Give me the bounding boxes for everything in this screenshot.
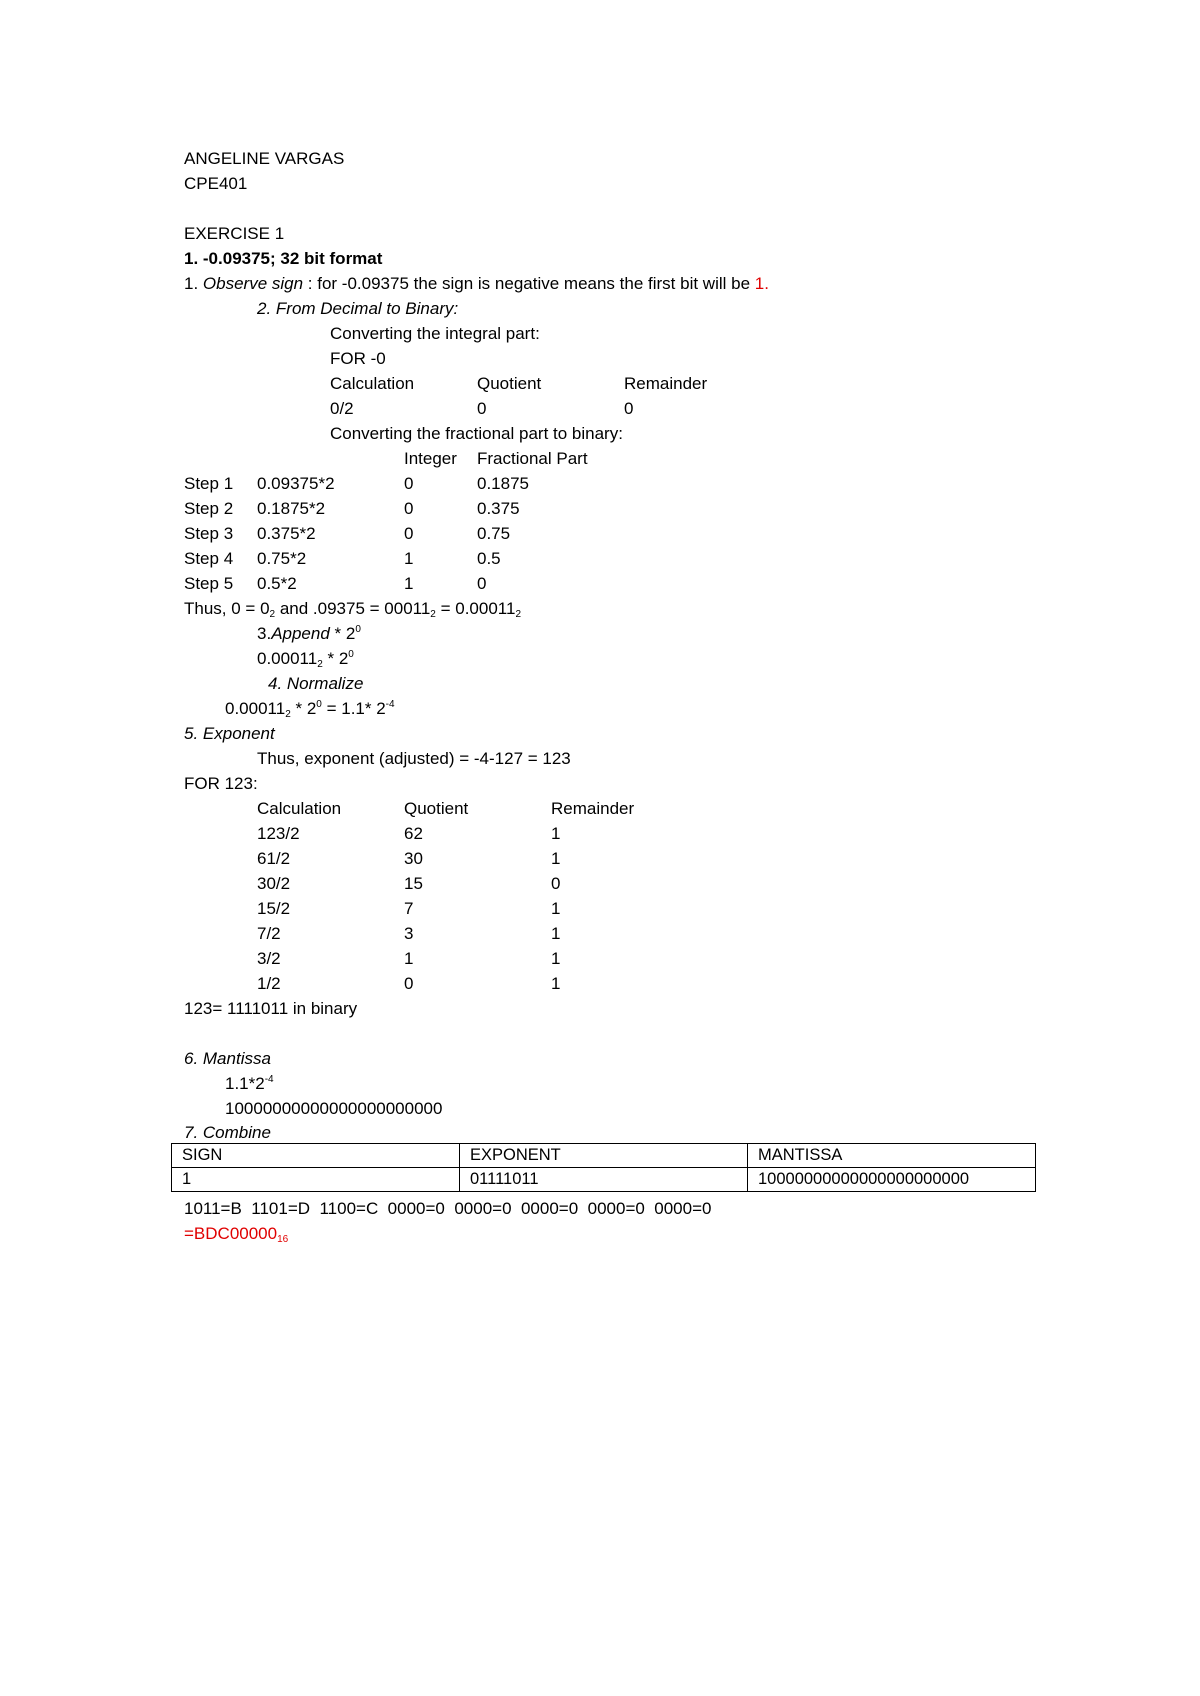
frac-step-calc: 0.375*2 — [257, 524, 316, 543]
int-row-quotient: 0 — [477, 399, 487, 418]
mantissa-value: 1.1*2 — [225, 1074, 265, 1093]
frac-header-fraction: Fractional Part — [477, 449, 588, 468]
power-superscript: -4 — [264, 1074, 274, 1085]
frac-step-integer: 1 — [404, 574, 414, 593]
step4-label: 4. Normalize — [268, 674, 364, 693]
header-mantissa: MANTISSA — [748, 1144, 1036, 1168]
frac-step-label: Step 3 — [184, 524, 234, 543]
step3-expression — [257, 648, 354, 670]
nibble-conversion: 1011=B 1101=D 1100=C 0000=0 0000=0 0000=0 0000=0 0000=0 — [184, 1199, 712, 1218]
exp-row-remainder: 1 — [551, 924, 561, 943]
problem-statement: 1. -0.09375; 32 bit format — [184, 249, 383, 268]
exp-header-calculation: Calculation — [257, 799, 342, 818]
integral-heading: Converting the integral part: — [330, 324, 540, 343]
exp-row-remainder: 1 — [551, 849, 561, 868]
int-row-calc: 0/2 — [330, 399, 354, 418]
exp-row-calc: 3/2 — [257, 949, 281, 968]
step4-value: 0.00011 — [225, 699, 286, 718]
base-subscript: 16 — [277, 1234, 289, 1245]
power-superscript: 0 — [355, 624, 361, 635]
header-sign: SIGN — [172, 1144, 460, 1168]
frac-step-integer: 0 — [404, 499, 414, 518]
step5-label: 5. Exponent — [184, 724, 275, 743]
exp-row-quotient: 62 — [404, 824, 423, 843]
thus-combined: = 0.00011 — [435, 599, 516, 618]
for-zero-label: FOR -0 — [330, 349, 386, 368]
frac-step-label: Step 5 — [184, 574, 234, 593]
exp-header-remainder: Remainder — [551, 799, 635, 818]
frac-step-integer: 1 — [404, 549, 414, 568]
exponent-adjusted: Thus, exponent (adjusted) = -4-127 = 123 — [257, 749, 571, 768]
exponent-binary-result: 123= 1111011 in binary — [184, 999, 358, 1018]
frac-step-calc: 0.75*2 — [257, 549, 307, 568]
frac-step-calc: 0.5*2 — [257, 574, 297, 593]
exp-row-remainder: 1 — [551, 974, 561, 993]
table-row — [172, 1168, 1036, 1192]
step1-text: : for -0.09375 the sign is negative means the first bit will be — [303, 274, 755, 293]
exp-row-calc: 30/2 — [257, 874, 291, 893]
author-name: ANGELINE VARGAS — [184, 149, 345, 168]
power-superscript: 0 — [316, 699, 322, 710]
exp-row-calc: 1/2 — [257, 974, 281, 993]
frac-header-integer: Integer — [404, 449, 457, 468]
mantissa-bits: 10000000000000000000000 — [225, 1099, 443, 1118]
step1-label: Observe sign — [202, 274, 304, 293]
base-subscript: 2 — [515, 609, 521, 620]
for-123-label: FOR 123: — [184, 774, 258, 793]
base-subscript: 2 — [269, 609, 276, 620]
exp-row-calc: 61/2 — [257, 849, 291, 868]
binary-result-line — [184, 598, 521, 620]
header-exponent: EXPONENT — [460, 1144, 748, 1168]
step4-expression — [225, 698, 395, 720]
exp-row-quotient: 15 — [404, 874, 423, 893]
frac-step-fraction: 0.375 — [477, 499, 520, 518]
value-exponent: 01111011 — [460, 1168, 748, 1192]
exp-row-quotient: 7 — [404, 899, 414, 918]
power-superscript: 0 — [348, 649, 354, 660]
step7-label: 7. Combine — [184, 1123, 271, 1142]
exp-header-quotient: Quotient — [404, 799, 469, 818]
int-row-remainder: 0 — [624, 399, 634, 418]
frac-step-label: Step 2 — [184, 499, 234, 518]
base-subscript: 2 — [317, 659, 323, 670]
value-sign: 1 — [172, 1168, 460, 1192]
step3-number: 3. — [257, 624, 272, 643]
step2-label: 2. From Decimal to Binary: — [257, 299, 459, 318]
step1-line — [184, 273, 769, 295]
hex-value: =BDC00000 — [184, 1224, 278, 1243]
ieee754-table — [171, 1143, 1036, 1192]
step3-word: Append — [271, 624, 330, 643]
sign-bit: 1. — [754, 274, 769, 293]
frac-step-fraction: 0 — [477, 574, 487, 593]
step1-number: 1. — [184, 274, 203, 293]
table-header-row — [172, 1144, 1036, 1168]
frac-step-calc: 0.1875*2 — [257, 499, 326, 518]
int-header-quotient: Quotient — [477, 374, 542, 393]
course-code: CPE401 — [184, 174, 248, 193]
frac-step-fraction: 0.1875 — [477, 474, 529, 493]
value-mantissa: 10000000000000000000000 — [748, 1168, 1036, 1192]
exp-row-calc: 7/2 — [257, 924, 281, 943]
step3-times: * 2 — [322, 649, 349, 668]
step3-rest: * 2 — [329, 624, 356, 643]
exp-row-remainder: 1 — [551, 824, 561, 843]
frac-step-integer: 0 — [404, 524, 414, 543]
thus-fraction: and .09375 = 00011 — [279, 599, 431, 618]
exp-row-quotient: 1 — [404, 949, 414, 968]
frac-step-fraction: 0.75 — [477, 524, 511, 543]
step4-normalized: = 1.1* 2 — [321, 699, 386, 718]
base-subscript: 2 — [285, 709, 291, 720]
frac-step-label: Step 4 — [184, 549, 234, 568]
step3-value: 0.00011 — [257, 649, 318, 668]
step3-label — [257, 623, 361, 645]
int-header-remainder: Remainder — [624, 374, 708, 393]
power-superscript: -4 — [385, 699, 395, 710]
mantissa-expression — [225, 1073, 274, 1095]
frac-step-label: Step 1 — [184, 474, 234, 493]
exp-row-quotient: 0 — [404, 974, 414, 993]
exp-row-remainder: 1 — [551, 949, 561, 968]
exp-row-remainder: 1 — [551, 899, 561, 918]
hex-answer — [184, 1223, 288, 1245]
step4-times: * 2 — [290, 699, 317, 718]
base-subscript: 2 — [430, 609, 436, 620]
thus-zero: Thus, 0 = 0 — [184, 599, 270, 618]
frac-step-integer: 0 — [404, 474, 414, 493]
exp-row-quotient: 3 — [404, 924, 414, 943]
frac-step-calc: 0.09375*2 — [257, 474, 335, 493]
exp-row-calc: 15/2 — [257, 899, 291, 918]
step6-label: 6. Mantissa — [184, 1049, 271, 1068]
exp-row-calc: 123/2 — [257, 824, 300, 843]
fractional-heading: Converting the fractional part to binary: — [330, 424, 623, 443]
exercise-title: EXERCISE 1 — [184, 224, 285, 243]
int-header-calculation: Calculation — [330, 374, 415, 393]
frac-step-fraction: 0.5 — [477, 549, 501, 568]
exp-row-remainder: 0 — [551, 874, 561, 893]
exp-row-quotient: 30 — [404, 849, 423, 868]
